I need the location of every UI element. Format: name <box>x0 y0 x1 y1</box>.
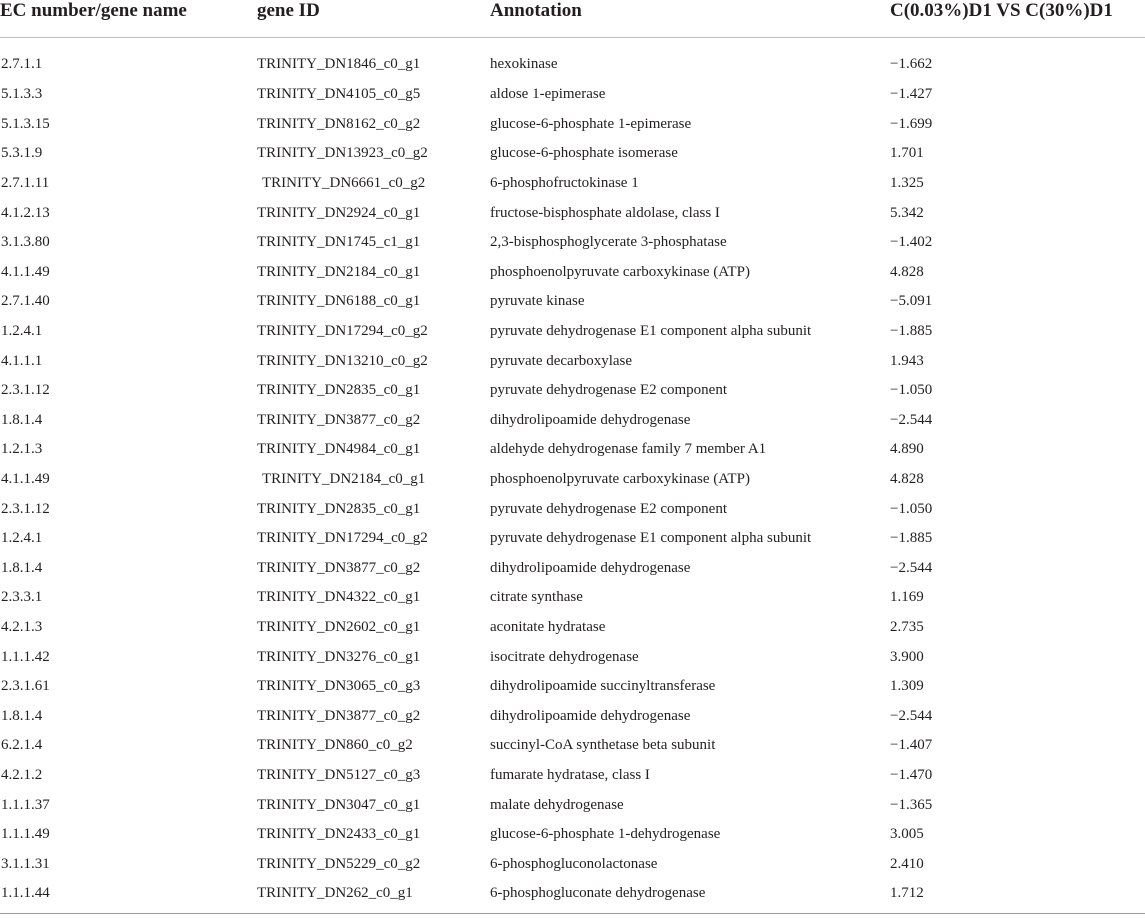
annotation-cell: glucose-6-phosphate 1-dehydrogenase <box>490 826 721 843</box>
gene-id-cell: TRINITY_DN3065_c0_g3 <box>257 678 421 695</box>
ec-number-cell: 2.3.3.1 <box>1 589 43 606</box>
table-row <box>0 465 1145 495</box>
annotation-cell: dihydrolipoamide succinyltransferase <box>490 678 716 695</box>
annotation-cell: pyruvate dehydrogenase E2 component <box>490 382 728 399</box>
fold-change-cell: −2.544 <box>890 707 933 724</box>
table-row <box>0 583 1145 613</box>
fold-change-cell: 3.900 <box>890 648 924 665</box>
table-row <box>0 198 1145 228</box>
annotation-cell: phosphoenolpyruvate carboxykinase (ATP) <box>490 263 750 280</box>
gene-id-cell: TRINITY_DN13210_c0_g2 <box>257 352 428 369</box>
gene-id-cell: TRINITY_DN13923_c0_g2 <box>257 145 428 162</box>
gene-id-cell: TRINITY_DN3877_c0_g2 <box>257 411 421 428</box>
gene-id-cell: TRINITY_DN2924_c0_g1 <box>257 204 421 221</box>
table-row <box>0 406 1145 436</box>
annotation-cell: phosphoenolpyruvate carboxykinase (ATP) <box>490 471 750 488</box>
gene-id-cell: TRINITY_DN3877_c0_g2 <box>257 707 421 724</box>
ec-number-cell: 2.3.1.12 <box>1 382 50 399</box>
table-row <box>0 554 1145 584</box>
table-row <box>0 228 1145 258</box>
fold-change-cell: −1.427 <box>890 86 933 103</box>
fold-change-cell: 4.828 <box>890 471 924 488</box>
gene-id-cell: TRINITY_DN5127_c0_g3 <box>257 766 421 783</box>
table-row <box>0 494 1145 524</box>
table-row <box>0 701 1145 731</box>
fold-change-cell: −1.407 <box>890 737 933 754</box>
gene-id-cell: TRINITY_DN2602_c0_g1 <box>257 618 421 635</box>
fold-change-cell: 4.828 <box>890 263 924 280</box>
table-row <box>0 258 1145 288</box>
ec-number-cell: 3.1.3.80 <box>1 234 50 251</box>
annotation-cell: glucose-6-phosphate 1-epimerase <box>490 115 692 132</box>
gene-id-cell: TRINITY_DN3276_c0_g1 <box>257 648 421 665</box>
ec-number-cell: 4.1.1.1 <box>1 352 43 369</box>
annotation-cell: aconitate hydratase <box>490 618 606 635</box>
header-annotation: Annotation <box>489 0 889 38</box>
ec-number-cell: 1.1.1.37 <box>1 796 50 813</box>
ec-number-cell: 5.3.1.9 <box>1 145 43 162</box>
fold-change-cell: −1.470 <box>890 766 933 783</box>
gene-id-cell: TRINITY_DN4984_c0_g1 <box>257 441 421 458</box>
fold-change-cell: −1.699 <box>890 115 933 132</box>
annotation-cell: isocitrate dehydrogenase <box>490 648 639 665</box>
gene-id-cell: TRINITY_DN4105_c0_g5 <box>257 86 421 103</box>
annotation-cell: pyruvate dehydrogenase E1 component alpha subunit <box>490 323 812 340</box>
fold-change-cell: 2.410 <box>890 855 924 872</box>
annotation-cell: 6-phosphogluconate dehydrogenase <box>490 885 706 902</box>
table-row <box>0 435 1145 465</box>
ec-number-cell: 1.8.1.4 <box>1 707 43 724</box>
annotation-cell: aldose 1-epimerase <box>490 86 606 103</box>
ec-number-cell: 1.2.4.1 <box>1 530 43 547</box>
annotation-cell: 6-phosphofructokinase 1 <box>490 175 639 192</box>
fold-change-cell: −1.050 <box>890 500 933 517</box>
table-row <box>0 139 1145 169</box>
table-row <box>0 761 1145 791</box>
table-row <box>0 376 1145 406</box>
annotation-cell: fructose-bisphosphate aldolase, class I <box>490 204 720 221</box>
table-row <box>0 790 1145 820</box>
gene-id-cell: TRINITY_DN6661_c0_g2 <box>262 175 426 192</box>
gene-id-cell: TRINITY_DN2184_c0_g1 <box>257 263 421 280</box>
header-gene-id: gene ID <box>256 0 489 38</box>
fold-change-cell: 1.712 <box>890 885 924 902</box>
annotation-cell: 6-phosphogluconolactonase <box>490 855 658 872</box>
table-row <box>0 169 1145 199</box>
table-row <box>0 820 1145 850</box>
gene-id-cell: TRINITY_DN2835_c0_g1 <box>257 500 421 517</box>
annotation-cell: dihydrolipoamide dehydrogenase <box>490 559 691 576</box>
ec-number-cell: 4.1.2.13 <box>1 204 50 221</box>
ec-number-cell: 1.1.1.49 <box>1 826 50 843</box>
ec-number-cell: 2.7.1.40 <box>1 293 50 310</box>
ec-number-cell: 1.1.1.42 <box>1 648 50 665</box>
fold-change-cell: 4.890 <box>890 441 924 458</box>
fold-change-cell: −5.091 <box>890 293 933 310</box>
ec-number-cell: 1.1.1.44 <box>1 885 50 902</box>
table-row <box>0 642 1145 672</box>
annotation-cell: aldehyde dehydrogenase family 7 member A1 <box>490 441 767 458</box>
ec-number-cell: 2.7.1.11 <box>1 175 50 192</box>
fold-change-cell: 1.309 <box>890 678 924 695</box>
gene-id-cell: TRINITY_DN1846_c0_g1 <box>257 55 421 72</box>
annotation-cell: succinyl-CoA synthetase beta subunit <box>490 737 716 754</box>
gene-id-cell: TRINITY_DN262_c0_g1 <box>257 885 413 902</box>
gene-id-cell: TRINITY_DN860_c0_g2 <box>257 737 413 754</box>
gene-id-cell: TRINITY_DN4322_c0_g1 <box>257 589 421 606</box>
table-header <box>0 0 1145 38</box>
table-body <box>0 38 1145 909</box>
ec-number-cell: 4.2.1.3 <box>1 618 43 635</box>
gene-id-cell: TRINITY_DN6188_c0_g1 <box>257 293 421 310</box>
gene-id-cell: TRINITY_DN3047_c0_g1 <box>257 796 421 813</box>
annotation-cell: citrate synthase <box>490 589 583 606</box>
annotation-cell: 2,3-bisphosphoglycerate 3-phosphatase <box>490 234 727 251</box>
ec-number-cell: 1.8.1.4 <box>1 411 43 428</box>
ec-number-cell: 1.2.1.3 <box>1 441 43 458</box>
fold-change-cell: −1.402 <box>890 234 933 251</box>
header-ec-number: EC number/gene name <box>0 0 256 38</box>
table-row <box>0 287 1145 317</box>
ec-number-cell: 4.1.1.49 <box>1 471 50 488</box>
annotation-cell: pyruvate dehydrogenase E1 component alpha subunit <box>490 530 812 547</box>
annotation-cell: dihydrolipoamide dehydrogenase <box>490 707 691 724</box>
ec-number-cell: 5.1.3.15 <box>1 115 50 132</box>
fold-change-cell: −1.050 <box>890 382 933 399</box>
table-row <box>0 672 1145 702</box>
header-row <box>0 0 1145 38</box>
ec-number-cell: 2.3.1.61 <box>1 678 50 695</box>
table-bottom-rule <box>0 913 1145 914</box>
table-row <box>0 110 1145 140</box>
gene-id-cell: TRINITY_DN5229_c0_g2 <box>257 855 421 872</box>
gene-id-cell: TRINITY_DN2184_c0_g1 <box>262 471 426 488</box>
ec-number-cell: 1.2.4.1 <box>1 323 43 340</box>
table-row <box>0 524 1145 554</box>
gene-id-cell: TRINITY_DN1745_c1_g1 <box>257 234 421 251</box>
fold-change-cell: 1.325 <box>890 175 924 192</box>
fold-change-cell: 1.169 <box>890 589 924 606</box>
fold-change-cell: 2.735 <box>890 618 924 635</box>
gene-id-cell: TRINITY_DN2433_c0_g1 <box>257 826 421 843</box>
table-row <box>0 346 1145 376</box>
annotation-cell: pyruvate kinase <box>490 293 585 310</box>
fold-change-cell: −2.544 <box>890 411 933 428</box>
fold-change-cell: 3.005 <box>890 826 924 843</box>
annotation-cell: fumarate hydratase, class I <box>490 766 650 783</box>
annotation-cell: malate dehydrogenase <box>490 796 624 813</box>
ec-number-cell: 5.1.3.3 <box>1 86 43 103</box>
fold-change-cell: −1.885 <box>890 530 933 547</box>
ec-number-cell: 2.3.1.12 <box>1 500 50 517</box>
annotation-cell: glucose-6-phosphate isomerase <box>490 145 678 162</box>
annotation-cell: dihydrolipoamide dehydrogenase <box>490 411 691 428</box>
annotation-cell: pyruvate decarboxylase <box>490 352 633 369</box>
fold-change-cell: −1.662 <box>890 55 933 72</box>
gene-id-cell: TRINITY_DN3877_c0_g2 <box>257 559 421 576</box>
annotation-cell: hexokinase <box>490 55 558 72</box>
gene-id-cell: TRINITY_DN17294_c0_g2 <box>257 530 428 547</box>
ec-number-cell: 4.1.1.49 <box>1 263 50 280</box>
ec-number-cell: 2.7.1.1 <box>1 55 43 72</box>
table-row <box>0 38 1145 81</box>
fold-change-cell: 1.943 <box>890 352 924 369</box>
table-row <box>0 879 1145 909</box>
ec-number-cell: 1.8.1.4 <box>1 559 43 576</box>
fold-change-cell: −1.885 <box>890 323 933 340</box>
gene-id-cell: TRINITY_DN8162_c0_g2 <box>257 115 421 132</box>
gene-id-cell: TRINITY_DN2835_c0_g1 <box>257 382 421 399</box>
ec-number-cell: 6.2.1.4 <box>1 737 43 754</box>
table-row <box>0 80 1145 110</box>
table-row <box>0 731 1145 761</box>
table-row <box>0 317 1145 347</box>
fold-change-cell: −1.365 <box>890 796 933 813</box>
fold-change-cell: 5.342 <box>890 204 924 221</box>
ec-number-cell: 3.1.1.31 <box>1 855 50 872</box>
table-row <box>0 613 1145 643</box>
header-comparison-value: C(0.03%)D1 VS C(30%)D1 <box>889 0 1145 38</box>
fold-change-cell: 1.701 <box>890 145 924 162</box>
ec-number-cell: 4.2.1.2 <box>1 766 43 783</box>
table-row <box>0 849 1145 879</box>
fold-change-cell: −2.544 <box>890 559 933 576</box>
annotation-cell: pyruvate dehydrogenase E2 component <box>490 500 728 517</box>
gene-id-cell: TRINITY_DN17294_c0_g2 <box>257 323 428 340</box>
